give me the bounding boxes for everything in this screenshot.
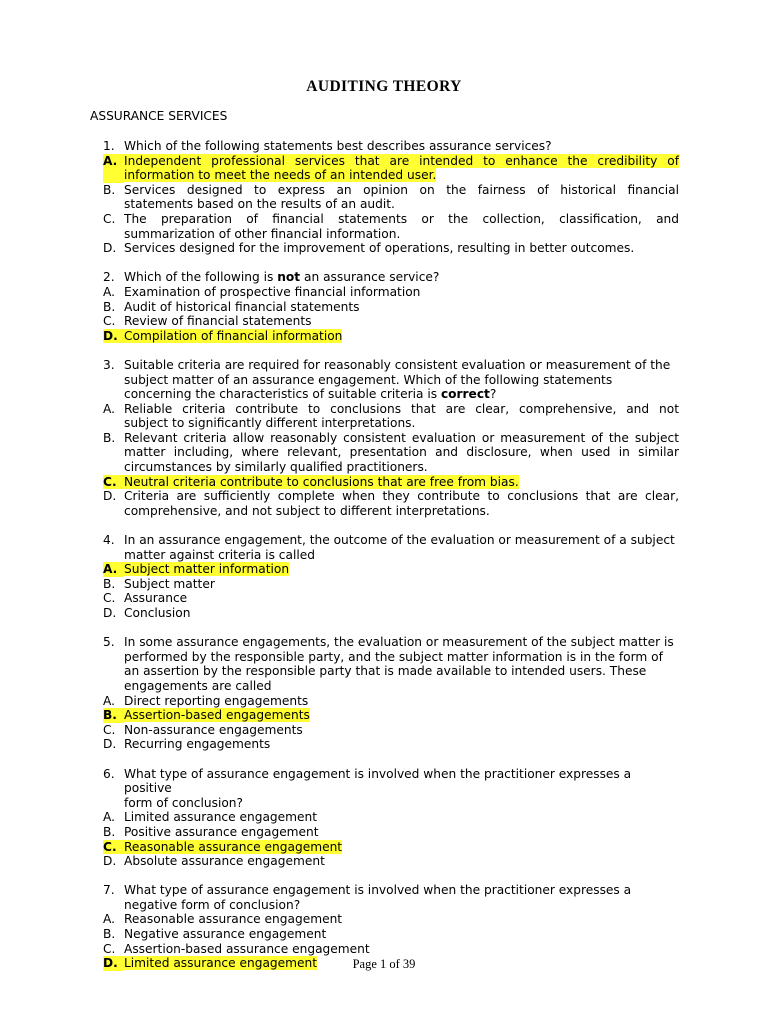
option-text-line: Audit of historical financial statements	[124, 299, 360, 314]
stem-text: Which of the following is	[124, 270, 278, 285]
option-text-line: comprehensive, and not subject to different interpretations.	[124, 503, 490, 518]
option-letter: A.	[103, 401, 115, 416]
section-heading: ASSURANCE SERVICES	[90, 109, 228, 123]
option-text-line: Examination of prospective financial information	[124, 284, 421, 299]
option-text-line: subject to significantly different interpretations.	[124, 416, 416, 431]
question-stem	[103, 139, 679, 154]
option-letter: C.	[103, 941, 116, 956]
option-letter: D.	[103, 737, 117, 752]
option-d	[103, 241, 679, 256]
option-letter: D.	[103, 489, 117, 504]
option-letter: D.	[103, 329, 124, 344]
option-text-line: summarization of other financial information.	[124, 226, 401, 241]
question-4	[103, 533, 679, 621]
option-c	[103, 723, 679, 738]
option-a	[103, 285, 679, 300]
option-text-line: Limited assurance engagement	[124, 810, 318, 825]
option-letter: C.	[103, 475, 124, 490]
stem-line: performed by the responsible party, and the subject matter information is in the form of	[124, 649, 663, 664]
option-text-line: circumstances by similarly qualified practitioners.	[124, 460, 428, 475]
option-text-line: information to meet the needs of an intended user.	[124, 168, 437, 183]
option-a	[103, 154, 679, 183]
option-a	[103, 562, 679, 577]
stem-text: concerning the characteristics of suitable criteria is	[124, 387, 441, 402]
option-b	[103, 708, 679, 723]
question-stem	[103, 883, 679, 912]
option-letter: B.	[103, 824, 116, 839]
option-d	[103, 854, 679, 869]
stem-emphasis: correct	[440, 387, 490, 402]
option-text-line: Assertion-based assurance engagement	[124, 941, 370, 956]
option-c	[103, 314, 679, 329]
option-letter: A.	[103, 693, 115, 708]
option-text-line: Direct reporting engagements	[124, 693, 309, 708]
option-b	[103, 300, 679, 315]
stem-text: ?	[489, 387, 497, 402]
option-d	[103, 606, 679, 621]
option-letter: A.	[103, 810, 115, 825]
page-number-footer: Page 1 of 39	[352, 957, 416, 971]
option-letter: D.	[103, 241, 117, 256]
option-text-line: Absolute assurance engagement	[124, 854, 325, 869]
option-d	[103, 737, 679, 752]
question-6	[103, 767, 679, 869]
question-number: 6.	[103, 766, 115, 781]
option-letter: D.	[103, 606, 117, 620]
option-text-line: Criteria are sufficiently complete when they contribute to conclusions that are clear,	[124, 489, 679, 504]
option-letter: B.	[103, 430, 116, 445]
option-text-line: Neutral criteria contribute to conclusions that are free from bias.	[124, 474, 519, 489]
option-text-line: Reasonable assurance engagement	[124, 912, 343, 927]
option-text-line: Subject matter	[124, 576, 215, 591]
option-b	[103, 577, 679, 592]
stem-text: an assurance service?	[300, 270, 440, 285]
stem-line: Which of the following statements best describes assurance services?	[124, 139, 552, 153]
option-letter: B.	[103, 708, 124, 723]
option-letter: D.	[103, 854, 117, 869]
document-title: AUDITING THEORY	[306, 78, 462, 95]
option-c	[103, 591, 679, 606]
option-d	[103, 489, 679, 518]
question-stem	[103, 358, 679, 402]
option-b	[103, 825, 679, 840]
option-text-line: Conclusion	[124, 606, 191, 620]
option-letter: D.	[103, 956, 124, 971]
option-b	[103, 183, 679, 212]
question-number: 4.	[103, 533, 115, 548]
option-c	[103, 475, 679, 490]
stem-emphasis: not	[277, 270, 301, 285]
option-d	[103, 329, 679, 344]
option-text-line: Reliable criteria contribute to conclusions that are clear, comprehensive, and not	[124, 401, 679, 416]
option-a	[103, 694, 679, 709]
option-b	[103, 927, 679, 942]
question-number: 3.	[103, 357, 115, 372]
option-letter: C.	[103, 722, 116, 737]
stem-line: Suitable criteria are required for reasonably consistent evaluation or measurement of the	[124, 357, 671, 372]
option-text-line: Reasonable assurance engagement	[124, 839, 343, 854]
option-b	[103, 431, 679, 475]
option-text-line: statements based on the results of an audit.	[124, 197, 395, 212]
question-number: 7.	[103, 883, 115, 898]
option-text-line: Review of financial statements	[124, 314, 312, 329]
option-letter: A.	[103, 562, 124, 577]
option-letter: C.	[103, 591, 116, 606]
question-5	[103, 635, 679, 752]
option-letter: B.	[103, 182, 116, 197]
option-letter: A.	[103, 284, 115, 299]
stem-line: subject matter of an assurance engagement. Which of the following statements	[124, 372, 613, 387]
option-letter: B.	[103, 927, 116, 942]
option-text-line: Negative assurance engagement	[124, 927, 327, 942]
question-number: 2.	[103, 270, 115, 285]
option-text-line: matter including, where relevant, presentation and disclosure, when used in similar	[124, 445, 679, 460]
question-number: 1.	[103, 139, 115, 153]
option-text-line: Subject matter information	[124, 562, 290, 577]
stem-line: negative form of conclusion?	[124, 897, 301, 912]
option-text-line: Services designed to express an opinion on the fairness of historical financial	[124, 182, 679, 197]
option-letter: B.	[103, 299, 116, 314]
option-text-line: Non-assurance engagements	[124, 722, 303, 737]
stem-line: form of conclusion?	[124, 795, 243, 810]
stem-line: What type of assurance engagement is involved when the practitioner expresses a	[124, 883, 632, 898]
option-text-line: Relevant criteria allow reasonably consistent evaluation or measurement of the subject	[124, 430, 679, 445]
question-2	[103, 270, 679, 343]
question-stem	[103, 533, 679, 562]
option-text-line: Services designed for the improvement of operations, resulting in better outcomes.	[124, 241, 635, 256]
question-3	[103, 358, 679, 519]
option-letter: A.	[103, 912, 115, 927]
option-text-line: Positive assurance engagement	[124, 824, 319, 839]
question-1	[103, 139, 679, 256]
option-a	[103, 810, 679, 825]
option-letter: C.	[103, 211, 116, 226]
option-c	[103, 840, 679, 855]
option-c	[103, 212, 679, 241]
option-letter: C.	[103, 840, 124, 855]
stem-line: matter against criteria is called	[124, 547, 315, 562]
option-text-line: Compilation of financial information	[124, 328, 343, 343]
option-text-line: Assurance	[124, 591, 188, 606]
question-list	[103, 139, 679, 985]
option-text-line: Independent professional services that are intended to enhance the credibility of	[124, 153, 679, 168]
stem-line: In some assurance engagements, the evaluation or measurement of the subject matter is	[124, 635, 674, 650]
stem-line: engagements are called	[124, 678, 272, 693]
option-text-line: Assertion-based engagements	[124, 708, 310, 723]
option-a	[103, 402, 679, 431]
option-letter: B.	[103, 576, 116, 591]
option-a	[103, 912, 679, 927]
option-c	[103, 942, 679, 957]
stem-line: an assertion by the responsible party that is made available to intended users. These	[124, 664, 647, 679]
option-letter: C.	[103, 314, 116, 329]
question-stem	[103, 270, 679, 285]
option-letter: A.	[103, 154, 124, 183]
question-stem	[103, 635, 679, 693]
stem-line: What type of assurance engagement is involved when the practitioner expresses a positive	[124, 766, 632, 796]
question-stem	[103, 767, 679, 811]
stem-line: In an assurance engagement, the outcome of the evaluation or measurement of a subject	[124, 533, 675, 548]
option-text-line: Limited assurance engagement	[124, 956, 318, 971]
option-text-line: The preparation of financial statements or the collection, classification, and	[124, 211, 679, 226]
question-number: 5.	[103, 635, 115, 650]
option-text-line: Recurring engagements	[124, 737, 271, 752]
